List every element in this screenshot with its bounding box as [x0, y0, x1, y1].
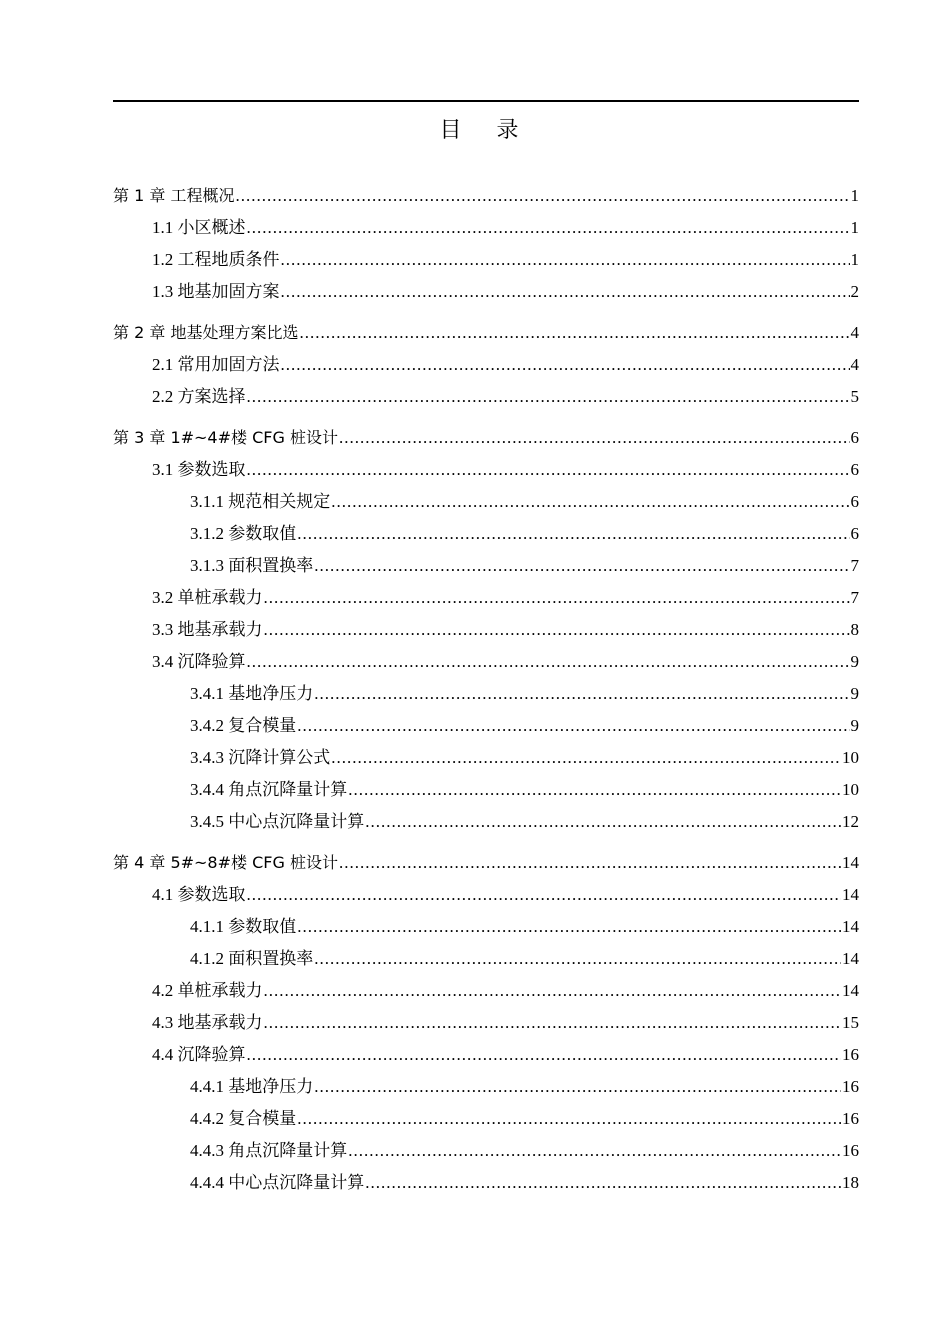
toc-page-number: 16 — [842, 1109, 859, 1128]
toc-entry-label: 4.1 参数选取 — [152, 885, 246, 904]
toc-section-entry[interactable] — [190, 915, 859, 939]
toc-section-entry[interactable] — [190, 1107, 859, 1131]
toc-entry-label: 3.1.1 规范相关规定 — [190, 492, 331, 511]
toc-section-entry[interactable] — [152, 618, 859, 642]
toc-page-number: 5 — [850, 387, 859, 406]
toc-leader-dots — [348, 1139, 841, 1163]
toc-leader-dots — [339, 851, 841, 875]
toc-section-entry[interactable] — [152, 1011, 859, 1035]
toc-section-entry[interactable] — [152, 385, 859, 409]
toc-leader-dots — [365, 810, 841, 834]
toc-page-number: 1 — [850, 250, 859, 269]
toc-page-number: 14 — [842, 853, 859, 872]
toc-entry-label: 4.4.3 角点沉降量计算 — [190, 1141, 348, 1160]
toc-page-number: 6 — [850, 460, 859, 479]
toc-entry-label: 4.4.2 复合模量 — [190, 1109, 297, 1128]
toc-page-number: 9 — [850, 716, 859, 735]
toc-leader-dots — [314, 947, 841, 971]
toc-leader-dots — [299, 321, 849, 345]
toc-entry-label: 3.4.5 中心点沉降量计算 — [190, 812, 365, 831]
toc-section-entry[interactable] — [190, 682, 859, 706]
toc-entry-label: 1.3 地基加固方案 — [152, 282, 280, 301]
toc-page-number: 16 — [842, 1045, 859, 1064]
toc-page-number: 7 — [850, 588, 859, 607]
toc-leader-dots — [339, 426, 850, 450]
toc-leader-dots — [365, 1171, 841, 1195]
toc-entry-label: 4.2 单桩承载力 — [152, 981, 263, 1000]
toc-page-number: 14 — [842, 917, 859, 936]
toc-page-number: 8 — [850, 620, 859, 639]
toc-entry-label: 2.2 方案选择 — [152, 387, 246, 406]
toc-leader-dots — [281, 353, 850, 377]
toc-page-number: 14 — [842, 981, 859, 1000]
toc-leader-dots — [264, 1011, 842, 1035]
toc-entry-label: 第 2 章 地基处理方案比选 — [113, 323, 299, 342]
toc-entry-label: 3.1 参数选取 — [152, 460, 246, 479]
toc-chapter-entry[interactable] — [113, 851, 859, 875]
toc-entry-label: 3.1.2 参数取值 — [190, 524, 297, 543]
toc-leader-dots — [314, 682, 849, 706]
toc-entry-label: 3.4.4 角点沉降量计算 — [190, 780, 348, 799]
toc-page-number: 16 — [842, 1141, 859, 1160]
toc-leader-dots — [297, 1107, 841, 1131]
toc-leader-dots — [314, 1075, 841, 1099]
toc-entry-label: 1.1 小区概述 — [152, 218, 246, 237]
toc-page-number: 7 — [850, 556, 859, 575]
toc-page-number: 1 — [850, 186, 859, 205]
toc-entry-label: 4.4 沉降验算 — [152, 1045, 246, 1064]
toc-entry-label: 4.4.4 中心点沉降量计算 — [190, 1173, 365, 1192]
toc-section-entry[interactable] — [190, 778, 859, 802]
toc-section-entry[interactable] — [152, 979, 859, 1003]
toc-entry-label: 4.4.1 基地净压力 — [190, 1077, 314, 1096]
toc-page-number: 4 — [850, 323, 859, 342]
toc-leader-dots — [247, 216, 850, 240]
toc-section-entry[interactable] — [152, 883, 859, 907]
toc-entry-label: 3.1.3 面积置换率 — [190, 556, 314, 575]
toc-leader-dots — [297, 714, 849, 738]
toc-leader-dots — [297, 915, 841, 939]
toc-section-entry[interactable] — [190, 746, 859, 770]
toc-leader-dots — [247, 385, 850, 409]
toc-entry-label: 3.3 地基承载力 — [152, 620, 263, 639]
toc-section-entry[interactable] — [190, 522, 859, 546]
toc-page-number: 1 — [850, 218, 859, 237]
toc-section-entry[interactable] — [190, 947, 859, 971]
toc-section-entry[interactable] — [152, 650, 859, 674]
toc-leader-dots — [264, 586, 850, 610]
toc-page-number: 6 — [850, 428, 859, 447]
toc-section-entry[interactable] — [152, 1043, 859, 1067]
toc-section-entry[interactable] — [152, 586, 859, 610]
toc-section-entry[interactable] — [190, 810, 859, 834]
toc-leader-dots — [264, 979, 842, 1003]
toc-chapter-entry[interactable] — [113, 426, 859, 450]
toc-entry-label: 第 1 章 工程概况 — [113, 186, 235, 205]
toc-entry-label: 第 3 章 1#~4#楼 CFG 桩设计 — [113, 428, 338, 447]
toc-entry-label: 4.1.2 面积置换率 — [190, 949, 314, 968]
toc-leader-dots — [247, 1043, 842, 1067]
toc-section-entry[interactable] — [190, 714, 859, 738]
toc-page-number: 2 — [850, 282, 859, 301]
toc-page-number: 14 — [842, 885, 859, 904]
toc-section-entry[interactable] — [190, 1171, 859, 1195]
toc-leader-dots — [247, 458, 850, 482]
toc-section-entry[interactable] — [190, 490, 859, 514]
toc-section-entry[interactable] — [190, 1075, 859, 1099]
toc-page-number: 14 — [842, 949, 859, 968]
toc-section-entry[interactable] — [190, 554, 859, 578]
toc-leader-dots — [331, 746, 841, 770]
toc-page-number: 16 — [842, 1077, 859, 1096]
toc-chapter-entry[interactable] — [113, 321, 859, 345]
toc-leader-dots — [235, 184, 849, 208]
toc-leader-dots — [331, 490, 849, 514]
toc-page-number: 6 — [850, 492, 859, 511]
toc-section-entry[interactable] — [152, 458, 859, 482]
toc-page-number: 6 — [850, 524, 859, 543]
toc-leader-dots — [348, 778, 841, 802]
toc-page-number: 15 — [842, 1013, 859, 1032]
toc-page-number: 18 — [842, 1173, 859, 1192]
toc-leader-dots — [247, 650, 850, 674]
toc-page-number: 9 — [850, 652, 859, 671]
toc-leader-dots — [264, 618, 850, 642]
toc-leader-dots — [281, 248, 850, 272]
toc-title: 目 录 — [439, 118, 533, 143]
toc-entry-label: 1.2 工程地质条件 — [152, 250, 280, 269]
toc-page-number: 9 — [850, 684, 859, 703]
toc-entry-label: 3.4.1 基地净压力 — [190, 684, 314, 703]
toc-chapter-entry[interactable] — [113, 184, 859, 208]
toc-entry-label: 3.4.2 复合模量 — [190, 716, 297, 735]
toc-entry-label: 第 4 章 5#~8#楼 CFG 桩设计 — [113, 853, 338, 872]
toc-page-number: 10 — [842, 780, 859, 799]
toc-page-number: 10 — [842, 748, 859, 767]
toc-section-entry[interactable] — [152, 280, 859, 304]
toc-page-number: 12 — [842, 812, 859, 831]
toc-entry-label: 3.4.3 沉降计算公式 — [190, 748, 331, 767]
toc-entry-label: 4.1.1 参数取值 — [190, 917, 297, 936]
toc-page-number: 4 — [850, 355, 859, 374]
toc-entry-label: 2.1 常用加固方法 — [152, 355, 280, 374]
toc-section-entry[interactable] — [152, 353, 859, 377]
toc-section-entry[interactable] — [152, 216, 859, 240]
toc-entry-label: 4.3 地基承载力 — [152, 1013, 263, 1032]
toc-leader-dots — [247, 883, 842, 907]
toc-entry-label: 3.4 沉降验算 — [152, 652, 246, 671]
toc-section-entry[interactable] — [190, 1139, 859, 1163]
toc-section-entry[interactable] — [152, 248, 859, 272]
toc-entry-label: 3.2 单桩承载力 — [152, 588, 263, 607]
toc-leader-dots — [297, 522, 849, 546]
toc-leader-dots — [281, 280, 850, 304]
toc-leader-dots — [314, 554, 849, 578]
